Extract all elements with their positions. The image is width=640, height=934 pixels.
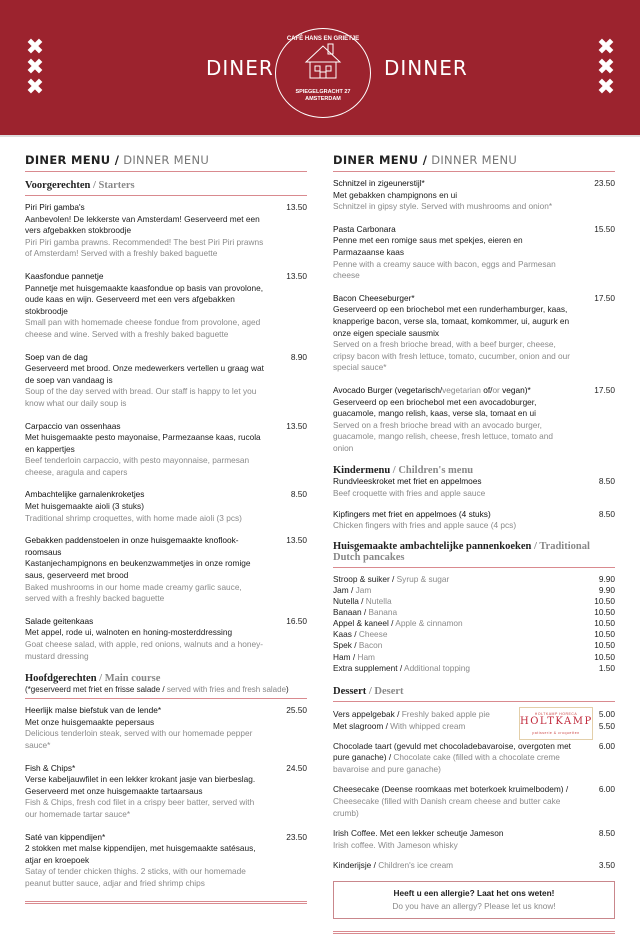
item-name-part: vegan)*: [499, 384, 531, 395]
menu-item: [25, 616, 307, 662]
dessert-nl: Kinderijsje /: [333, 860, 376, 871]
item-description: Met appel, rode ui, walnoten en honing-mosterddressing: [25, 627, 233, 638]
main-course-note: [25, 685, 307, 694]
menu-item: [25, 535, 307, 605]
left-column: [25, 153, 307, 904]
item-description-en: Delicious tenderloin steak, served with our homemade pepper sauce*: [25, 728, 253, 750]
item-description-en: Goat cheese salad, with apple, red onions, walnuts and a honey-mustard dressing: [25, 639, 263, 661]
dessert-nl: Irish Coffee. Met een lekker scheutje Jameson: [333, 828, 504, 839]
pancake-nl: Ham /: [333, 651, 356, 662]
dessert-item: [333, 741, 615, 776]
note-nl: (*geserveerd met friet en frisse salade /: [25, 685, 165, 695]
logo-address: SPIEGELGRACHT 27: [295, 89, 351, 95]
title-nl: DINER MENU /: [333, 153, 428, 167]
item-price: 23.50: [594, 178, 615, 188]
pancake-price: 1.50: [598, 662, 615, 673]
note-end: ): [286, 685, 289, 695]
item-name: Saté van kippendijen*: [25, 831, 106, 842]
item-price: 8.50: [598, 476, 615, 487]
section-title-en: / Desert: [366, 685, 404, 697]
item-description: Aanbevolen! De lekkerste van Amsterdam! Geserveerd met een vers afgebakken stokbroodje: [25, 213, 260, 236]
menu-item: [25, 421, 307, 479]
dessert-en: With whipped cream: [387, 721, 466, 732]
item-description: Geserveerd op een briochebol met een avocadoburger, guacamole, mango relish, kaas, verse sla, tomaat en ui: [333, 396, 537, 419]
menu-item-avocado-burger: [333, 385, 615, 455]
menu-item: [333, 293, 615, 374]
section-pancakes: [333, 541, 615, 563]
item-name: Kaasfondue pannetje: [25, 270, 104, 281]
pancake-item: [333, 640, 615, 651]
dessert-item: [333, 860, 615, 872]
house-illustration-icon: [298, 42, 348, 84]
column-title: [25, 153, 307, 172]
item-price: 8.50: [598, 508, 615, 519]
item-description-en: Soup of the day served with bread. Our staff is happy to let you know what our daily soup is: [25, 386, 257, 408]
item-description: Penne met een romige saus met spekjes, eieren en Parmazaanse kaas: [333, 235, 523, 257]
item-name: Fish & Chips*: [25, 762, 76, 773]
allergy-notice: [333, 881, 615, 919]
dessert-en: Chocolate cake (filled with a chocolate creme bavaroise and pure ganache): [333, 752, 560, 774]
section-title-nl: Hoofdgerechten: [25, 673, 97, 685]
divider: [333, 701, 615, 702]
pancake-nl: Extra supplement /: [333, 662, 403, 673]
pancake-en: Nutella: [363, 596, 392, 607]
menu-item: [25, 352, 307, 410]
pancake-en: Additional topping: [402, 662, 471, 673]
menu-item: [333, 476, 615, 499]
pancake-item: [333, 629, 615, 640]
item-name-part: Avocado Burger (vegetarisch/: [333, 384, 443, 395]
pancake-price: 10.50: [594, 607, 615, 618]
pancake-nl: Banaan /: [333, 607, 367, 618]
logo-city: AMSTERDAM: [305, 96, 341, 102]
item-name: Carpaccio van ossenhaas: [25, 420, 121, 431]
item-description-en: Penne with a creamy sauce with bacon, eggs and Parmesan cheese: [333, 258, 556, 281]
menu-item: [25, 202, 307, 260]
allergy-en: Do you have an allergy? Please let us know!: [392, 901, 556, 912]
item-name-part: vegetarian: [442, 384, 481, 395]
dessert-price: 3.50: [598, 860, 615, 871]
pancake-price: 10.50: [594, 640, 615, 651]
menu-item: [25, 705, 307, 751]
section-kids-menu: [333, 465, 615, 476]
dessert-en: Cheesecake (filled with Danish cream cheese and butter cake crumb): [333, 796, 561, 818]
pancake-price: 10.50: [594, 596, 615, 607]
pancake-price: 10.50: [594, 651, 615, 662]
item-price: 15.50: [594, 223, 615, 234]
item-description-en: Piri Piri gamba prawns. Recommended! The best Piri Piri prawns of Amsterdam! Served with a freshly baked baguette: [25, 236, 264, 259]
item-description-en: Fish & Chips, fresh cod filet in a crispy beer batter, served with our homemade tartar sauce*: [25, 797, 255, 819]
pancake-nl: Nutella /: [333, 596, 364, 607]
pancake-en: Apple & cinnamon: [393, 618, 463, 629]
pancake-item: [333, 596, 615, 607]
section-title-nl: Huisgemaakte ambachtelijke pannenkoeken: [333, 540, 532, 552]
item-description: 2 stokken met malse kippendijen, met huisgemaakte satésaus, atjar en kroepoek: [25, 843, 256, 865]
dessert-price: 8.50: [598, 828, 615, 839]
item-description-en: Baked mushrooms in our home made creamy garlic sauce, served with a freshly backed baguette: [25, 581, 242, 604]
item-description: Pannetje met huisgemaakte kaasfondue op basis van provolone, oude kaas en wijn. Geserveerd met een vers afgebakken stokbroodje: [25, 282, 264, 316]
item-description-en: Served on a fresh brioche bread with an avocado burger, guacamole, mango relish, cheese, fresh lettuce, tomato and onion: [333, 419, 553, 453]
header-title-en: DINNER: [384, 56, 468, 80]
pancake-item: [333, 618, 615, 629]
cafe-logo: [275, 28, 371, 118]
dessert-en: Irish coffee. With Jameson whisky: [333, 839, 458, 850]
pancake-nl: Appel & kaneel /: [333, 618, 394, 629]
item-price: 13.50: [286, 270, 307, 281]
item-description-en: Beef croquette with fries and apple sauce: [333, 488, 486, 499]
item-price: 13.50: [286, 420, 307, 431]
item-description: Kastanjechampignons en beukenzwammetjes in onze romige saus, geserveerd met brood: [25, 558, 251, 581]
dessert-en: Children's ice cream: [375, 860, 454, 871]
item-price: 24.50: [286, 762, 307, 773]
right-column: [333, 153, 615, 934]
pancake-en: Bacon: [356, 640, 383, 651]
item-price: 8.90: [290, 351, 307, 362]
dessert-item: [333, 828, 615, 851]
item-description-en: Served on a fresh brioche bread, with a beef burger, cheese, cripsy bacon with fresh lettuce, tomato, cucumber, onion and our special sauce*: [333, 339, 571, 373]
dessert-nl: Chocolade taart (gevuld met chocoladebavaroise, overgoten met pure ganache) /: [333, 740, 571, 763]
pancake-nl: Spek /: [333, 640, 357, 651]
item-price: 17.50: [594, 384, 615, 395]
pancake-price: 10.50: [594, 629, 615, 640]
pancake-en: Syrup & sugar: [394, 573, 450, 584]
pancake-en: Jam: [353, 584, 372, 595]
column-title: [333, 153, 615, 172]
item-description-en: Small pan with homemade cheese fondue from provolone, aged cheese and wine. Served with a freshly baked baguette: [25, 317, 261, 339]
dessert-nl: Vers appelgebak /: [333, 708, 400, 719]
item-price: 13.50: [286, 535, 307, 546]
section-title-nl: Voorgerechten: [25, 180, 91, 191]
item-name-part: or: [492, 384, 500, 395]
item-name: Salade geitenkaas: [25, 615, 94, 626]
dessert-price: 6.00: [598, 784, 615, 795]
apple-pie-block: [333, 708, 615, 733]
item-description: Geserveerd op een briochebol met een runderhamburger, kaas, knapperige bacon, verse sla, tomaat, komkommer, ui, augurk en onze eigen speciale sausmix: [333, 304, 570, 338]
item-name: Gebakken paddenstoelen in onze huisgemaakte knoflook-roomsaus: [25, 535, 239, 557]
item-price: 16.50: [286, 615, 307, 626]
item-name: Schnitzel in zigeunerstijl*: [333, 178, 425, 188]
section-title-en: / Children's menu: [390, 465, 474, 477]
item-name-part: of/: [480, 384, 493, 395]
header-title-nl: DINER: [206, 56, 274, 80]
section-title-en: / Traditional Dutch pancakes: [333, 540, 590, 563]
pancake-en: Ham: [355, 651, 375, 662]
pancake-en: Cheese: [356, 629, 388, 640]
allergy-nl: Heeft u een allergie? Laat het ons weten!: [393, 888, 555, 899]
menu-item: [333, 178, 615, 213]
note-en: served with fries and fresh salade: [164, 685, 287, 695]
item-name: Piri Piri gamba's: [25, 202, 85, 212]
menu-item: [25, 763, 307, 821]
item-price: 8.50: [290, 489, 307, 500]
pancake-price: 9.90: [598, 584, 615, 595]
item-description-en: Schnitzel in gipsy style. Served with mushrooms and onion*: [333, 201, 553, 212]
pancake-item: [333, 663, 615, 674]
pancake-nl: Kaas /: [333, 629, 357, 640]
pancake-item: [333, 585, 615, 596]
double-divider: [25, 901, 307, 904]
section-title-en: / Starters: [90, 180, 135, 191]
section-title-nl: Dessert: [333, 685, 367, 697]
item-description: Verse kabeljauwfilet in een lekker krokant jasje van bierbeslag. Geserveerd met onze huisgemaakte tartaarsaus: [25, 774, 256, 796]
dessert-nl: Met slagroom /: [333, 721, 388, 732]
section-main-course: [25, 673, 307, 684]
pancake-item: [333, 607, 615, 618]
item-name: Bacon Cheeseburger*: [333, 292, 415, 303]
divider: [333, 567, 615, 568]
section-dessert: [333, 686, 615, 697]
dessert-price: 6.00: [598, 740, 615, 751]
holtkamp-small: HOLTKAMP HORECA: [534, 711, 578, 716]
item-description: Geserveerd met brood. Onze medewerkers vertellen u graag wat de soep van vandaag is: [25, 363, 264, 385]
dessert-price: 5.00: [598, 708, 615, 719]
item-description: Met huisgemaakte aioli (3 stuks): [25, 501, 144, 512]
divider: [25, 698, 307, 699]
section-title-en: / Main course: [96, 673, 161, 685]
dessert-item: [333, 720, 615, 733]
item-description-en: Chicken fingers with fries and apple sauce (4 pcs): [333, 520, 517, 531]
item-description-en: Beef tenderloin carpaccio, with pesto mayonnaise, parmesan cheese, aragula and capers: [25, 455, 250, 477]
title-en: DINNER MENU: [427, 153, 518, 167]
menu-item: [333, 224, 615, 282]
item-name: Soep van de dag: [25, 351, 88, 362]
pancake-en: Banana: [366, 607, 398, 618]
menu-item: [25, 489, 307, 524]
item-price: 17.50: [594, 292, 615, 303]
item-name: Ambachtelijke garnalenkroketjes: [25, 489, 145, 500]
menu-item: [333, 509, 615, 532]
dessert-en: Freshly baked apple pie: [399, 708, 490, 719]
dessert-price: 5.50: [598, 721, 615, 732]
section-title-nl: Kindermenu: [333, 465, 391, 477]
title-en: DINNER MENU: [119, 153, 210, 167]
holtkamp-sub: patisserie & croquetten: [532, 730, 580, 735]
item-name: Heerlijk malse biefstuk van de lende*: [25, 705, 162, 716]
logo-name: CAFÉ HANS EN GRIETJE: [286, 36, 360, 42]
title-nl: DINER MENU /: [25, 153, 120, 167]
item-name: Pasta Carbonara: [333, 223, 396, 234]
item-description-en: Satay of tender chicken thighs. 2 sticks, with our homemade peanut butter sauce, adjar and fried shrimp chips: [25, 866, 246, 888]
menu-header: [0, 0, 640, 137]
item-name: Kipfingers met friet en appelmoes (4 stuks): [333, 508, 491, 519]
pancake-price: 10.50: [594, 618, 615, 629]
dessert-item: [333, 708, 615, 721]
pancake-item: [333, 652, 615, 663]
divider: [25, 195, 307, 196]
menu-item: [25, 832, 307, 890]
holtkamp-name: HOLTKAMP: [520, 715, 593, 727]
item-description: Met gebakken champignons en ui: [333, 189, 458, 200]
amsterdam-xxx-icon: ✖ ✖ ✖: [596, 35, 616, 100]
item-name: [333, 385, 575, 397]
menu-item: [25, 271, 307, 341]
item-price: 23.50: [286, 831, 307, 842]
pancake-price: 9.90: [598, 573, 615, 584]
section-starters: [25, 180, 307, 191]
pancake-nl: Jam /: [333, 584, 354, 595]
item-description: Met onze huisgemaakte pepersaus: [25, 716, 155, 727]
dessert-item: [333, 784, 615, 819]
pancake-item: [333, 574, 615, 585]
item-price: 13.50: [286, 202, 307, 212]
item-description-en: Traditional shrimp croquettes, with home made aioli (3 pcs): [25, 512, 242, 523]
dessert-nl: Cheesecake (Deense roomkaas met boterkoek kruimelbodem) /: [333, 784, 569, 795]
amsterdam-xxx-icon: ✖ ✖ ✖: [25, 35, 45, 100]
item-name: Rundvleeskroket met friet en appelmoes: [333, 476, 482, 487]
item-price: 25.50: [286, 705, 307, 716]
pancake-nl: Stroop & suiker /: [333, 573, 395, 584]
item-description: Met huisgemaakte pesto mayonaise, Parmezaanse kaas, rucola en kappertjes: [25, 432, 261, 454]
